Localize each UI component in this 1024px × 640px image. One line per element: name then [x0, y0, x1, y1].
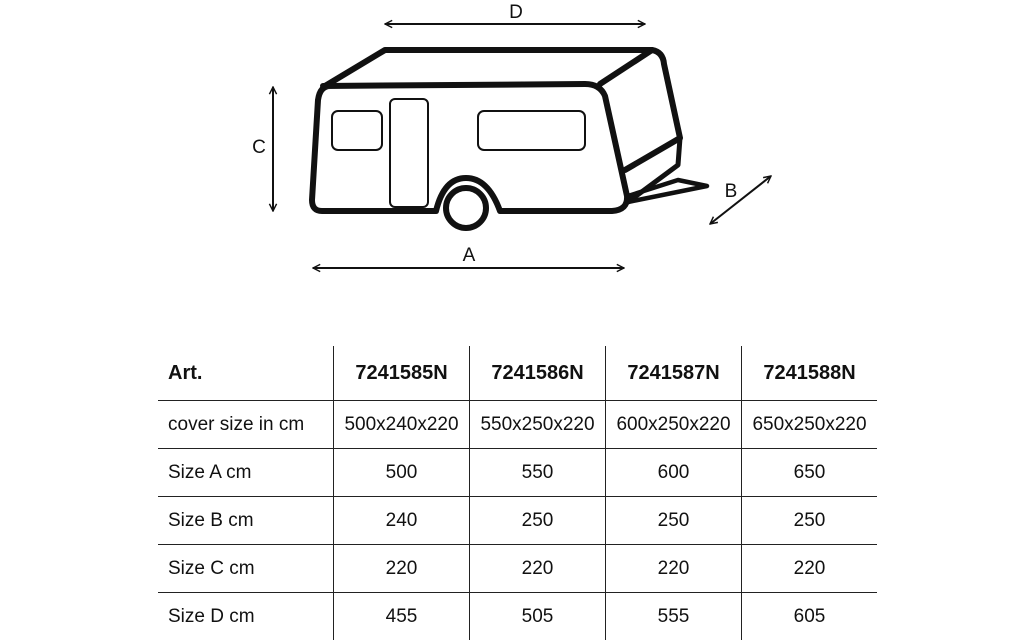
- dimension-a-label: A: [462, 245, 476, 266]
- row-label: Size B cm: [158, 497, 334, 545]
- table-cell: 650: [742, 449, 878, 497]
- caravan-front: [625, 50, 680, 170]
- table-cell: 240: [334, 497, 470, 545]
- table-header-row: [158, 346, 877, 401]
- dimension-b-arrow: [710, 176, 771, 224]
- caravan-roof: [325, 50, 652, 86]
- caravan-wheel: [446, 188, 486, 228]
- row-label: Size A cm: [158, 449, 334, 497]
- caravan-illustration: [312, 50, 707, 228]
- table-cell: 455: [334, 593, 470, 640]
- table-cell: 500x240x220: [334, 401, 470, 449]
- table-cell: 600: [606, 449, 742, 497]
- table-cell: 250: [606, 497, 742, 545]
- row-label: Size D cm: [168, 605, 255, 627]
- table-cell: 250: [470, 497, 606, 545]
- table-cell: 555: [606, 593, 742, 640]
- header-article-number: 7241588N: [742, 346, 878, 401]
- table-row: [158, 449, 877, 497]
- table-cell: 500: [334, 449, 470, 497]
- dimension-d-label: D: [509, 2, 523, 23]
- row-label: Size C cm: [158, 545, 334, 593]
- table-cell: 600x250x220: [606, 401, 742, 449]
- caravan-dimension-diagram: [0, 0, 1024, 300]
- table-cell: 250: [742, 497, 878, 545]
- size-specification-table: [158, 346, 877, 640]
- dimension-c-label: C: [252, 137, 266, 158]
- header-article-number: 7241585N: [334, 346, 470, 401]
- table-cell: 650x250x220: [742, 401, 878, 449]
- header-label: Art.: [158, 346, 334, 401]
- table-row: [158, 545, 877, 593]
- caravan-window-small: [332, 111, 382, 150]
- table-cell: 220: [334, 545, 470, 593]
- header-article-number: 7241586N: [470, 346, 606, 401]
- table-row: [158, 401, 877, 449]
- table-cell: 505: [470, 593, 606, 640]
- header-article-number: 7241587N: [606, 346, 742, 401]
- caravan-window-large: [478, 111, 585, 150]
- table-row: [158, 593, 877, 640]
- table-cell: 220: [470, 545, 606, 593]
- table-cell: 605: [742, 593, 878, 640]
- row-label: cover size in cm: [158, 401, 334, 449]
- caravan-drawbar: [628, 180, 707, 202]
- table-cell: 550: [470, 449, 606, 497]
- dimension-b-label: B: [724, 181, 738, 202]
- table-cell: 220: [606, 545, 742, 593]
- caravan-body: [312, 84, 627, 211]
- table-cell: 550x250x220: [470, 401, 606, 449]
- table-row: [158, 497, 877, 545]
- table-cell: 220: [742, 545, 878, 593]
- caravan-door: [390, 99, 428, 207]
